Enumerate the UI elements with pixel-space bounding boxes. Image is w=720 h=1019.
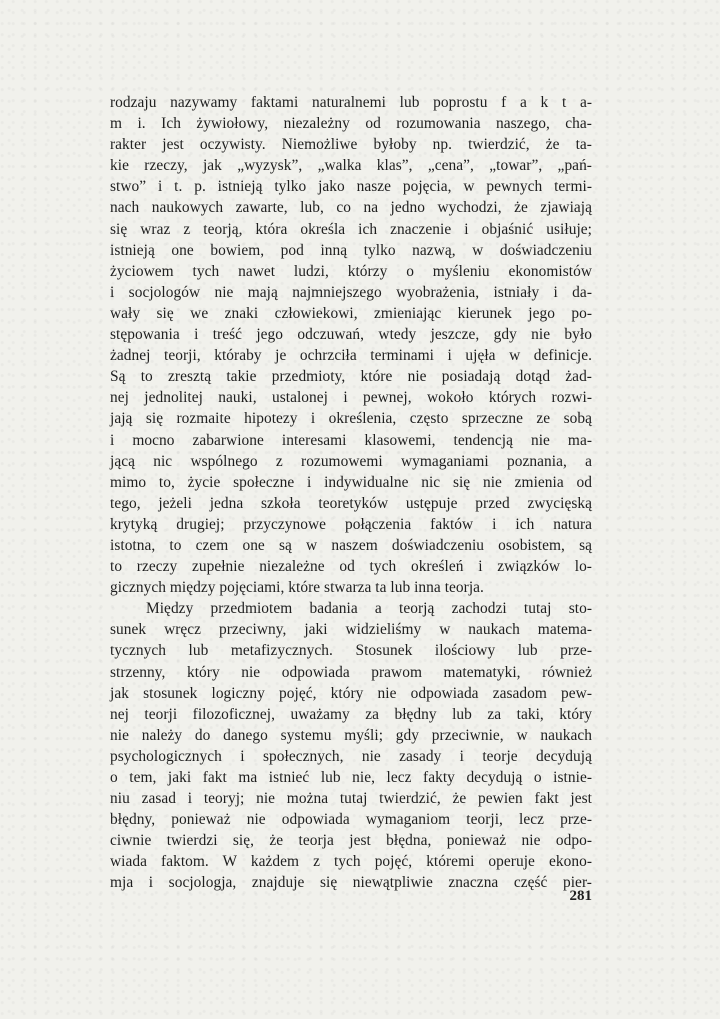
text-line: żadnej teorji, któraby je ochrzciła terminami i ujęła w definicje. — [110, 347, 592, 365]
text-line: i socjologów nie mają najmniejszego wyobrażenia, istniały i da- — [110, 283, 592, 301]
text-line: istnieją one bowiem, pod inną tylko nazwą, w doświadczeniu — [110, 241, 592, 259]
text-line: tego, jeżeli jedna szkoła teoretyków ustępuje przed zwycięską — [110, 494, 592, 512]
text-line: wiada faktom. W każdem z tych pojęć, któremi operuje ekono- — [110, 853, 592, 871]
text-line: stwo” i t. p. istnieją tylko jako nasze pojęcia, w pewnych termi- — [110, 178, 592, 196]
text-line: życiowem tych nawet ludzi, którzy o myśleniu ekonomistów — [110, 262, 592, 280]
text-line: tycznych lub metafizycznych. Stosunek ilościowy lub prze- — [110, 642, 592, 660]
text-line: Są to zresztą takie przedmioty, które nie posiadają dotąd żad- — [110, 368, 592, 386]
text-line: m i. Ich żywiołowy, niezależny od rozumowania naszego, cha- — [110, 115, 592, 133]
text-line: to rzeczy zupełnie niezależne od tych określeń i związków lo- — [110, 558, 592, 576]
text-line: gicznych między pojęciami, które stwarza ta lub inna teorja. — [110, 579, 484, 597]
text-line: ciwnie twierdzi się, że teorja jest błędna, ponieważ nie odpo- — [110, 832, 592, 850]
text-line: błędny, ponieważ nie odpowiada wymaganiom teorji, lecz prze- — [110, 811, 592, 829]
text-line: i mocno zabarwione interesami klasowemi, tendencją nie ma- — [110, 431, 592, 449]
text-line: psychologicznych i społecznych, nie zasady i teorje decydują — [110, 747, 592, 765]
page-number: 281 — [569, 888, 592, 904]
text-line: się wraz z teorją, która określa ich znaczenie i objaśnić usiłuje; — [110, 220, 592, 238]
text-line: nej teorji filozoficznej, uważamy za błędny lub za taki, który — [110, 705, 592, 723]
text-line: krytyką drugiej; przyczynowe połączenia faktów i ich natura — [110, 515, 592, 533]
text-line: mja i socjologja, znajduje się niewątpliwie znaczna część pier- — [110, 874, 592, 892]
text-line: istotna, to czem one są w naszem doświadczeniu osobistem, są — [110, 536, 592, 554]
text-line: strzenny, który nie odpowiada prawom matematyki, również — [110, 663, 592, 681]
text-line: o tem, jaki fakt ma istnieć lub nie, lecz fakty decydują o istnie- — [110, 769, 592, 786]
text-line: kie rzeczy, jak „wyzysk”, „walka klas”, „cena”, „towar”, „pań- — [110, 157, 592, 175]
text-line: jącą nic wspólnego z rozumowemi wymaganiami poznania, a — [110, 452, 592, 470]
text-line: nie należy do danego systemu myśli; gdy przeciwnie, w naukach — [110, 726, 592, 744]
text-line: stępowania i treść jego odczuwań, wtedy jeszcze, gdy nie było — [110, 326, 592, 344]
text-line: sunek wręcz przeciwny, jaki widzieliśmy w naukach matema- — [110, 621, 592, 639]
text-line: wały się we znaki człowiekowi, zmieniając kierunek jego po- — [110, 304, 592, 322]
text-line: jają się rozmaite hipotezy i określenia, często sprzeczne ze sobą — [110, 410, 592, 428]
text-line: nach naukowych zawarte, lub, co na jedno wychodzi, że zjawiają — [110, 199, 592, 217]
body-text — [110, 92, 592, 894]
text-line: nej jednolitej nauki, ustalonej i pewnej, wokoło których rozwi- — [110, 389, 592, 407]
text-line: jak stosunek logiczny pojęć, który nie odpowiada zasadom pew- — [110, 684, 592, 702]
text-line: rodzaju nazywamy faktami naturalnemi lub poprostu f a k t a- — [110, 94, 592, 111]
text-line: Między przedmiotem badania a teorją zachodzi tutaj sto- — [146, 600, 592, 618]
text-line: rakter jest oczywisty. Niemożliwe byłoby np. twierdzić, że ta- — [110, 136, 592, 154]
text-line: niu zasad i teoryj; nie można tutaj twierdzić, że pewien fakt jest — [110, 790, 592, 808]
text-line: mimo to, życie społeczne i indywidualne nic się nie zmienia od — [110, 473, 592, 491]
